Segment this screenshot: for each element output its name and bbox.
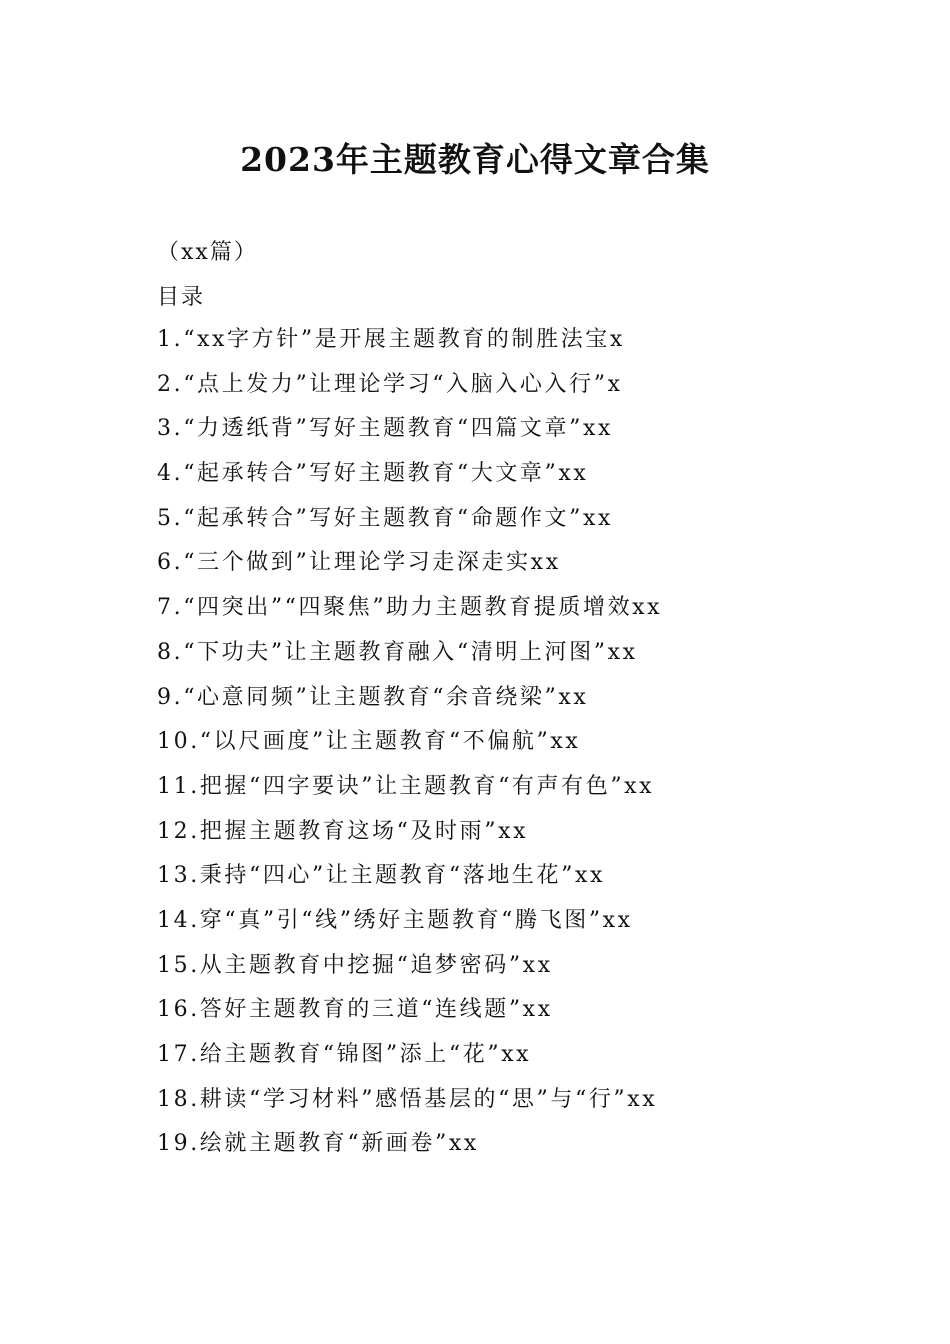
toc-item: 11.把握“四字要诀”让主题教育“有声有色”xx <box>157 773 655 799</box>
document-title: 2023年主题教育心得文章合集 <box>240 140 710 179</box>
table-of-contents <box>157 325 662 1174</box>
toc-item: 2.“点上发力”让理论学习“入脑入心入行”x <box>157 371 623 397</box>
toc-item: 12.把握主题教育这场“及时雨”xx <box>157 818 529 844</box>
toc-item: 16.答好主题教育的三道“连线题”xx <box>157 997 553 1023</box>
toc-item: 13.秉持“四心”让主题教育“落地生花”xx <box>157 863 605 889</box>
toc-item: 4.“起承转合”写好主题教育“大文章”xx <box>157 461 589 487</box>
toc-item: 3.“力透纸背”写好主题教育“四篇文章”xx <box>157 416 613 442</box>
toc-item: 10.“以尺画度”让主题教育“不偏航”xx <box>157 729 581 755</box>
document-subtitle: （xx篇） <box>157 240 258 265</box>
toc-item: 14.穿“真”引“线”绣好主题教育“腾飞图”xx <box>157 907 633 933</box>
toc-item: 9.“心意同频”让主题教育“余音绕梁”xx <box>157 684 589 710</box>
toc-item: 1.“xx字方针”是开展主题教育的制胜法宝x <box>157 327 625 352</box>
toc-item: 17.给主题教育“锦图”添上“花”xx <box>157 1042 532 1067</box>
toc-item: 18.耕读“学习材料”感悟基层的“思”与“行”xx <box>157 1086 658 1112</box>
toc-item: 6.“三个做到”让理论学习走深走实xx <box>157 550 561 576</box>
toc-item: 15.从主题教育中挖掘“追梦密码”xx <box>157 952 553 978</box>
toc-heading: 目录 <box>157 285 206 310</box>
toc-item: 19.绘就主题教育“新画卷”xx <box>157 1131 479 1157</box>
toc-item: 5.“起承转合”写好主题教育“命题作文”xx <box>157 505 613 531</box>
toc-item: 8.“下功夫”让主题教育融入“清明上河图”xx <box>157 639 638 665</box>
toc-item: 7.“四突出”“四聚焦”助力主题教育提质增效xx <box>157 595 663 621</box>
